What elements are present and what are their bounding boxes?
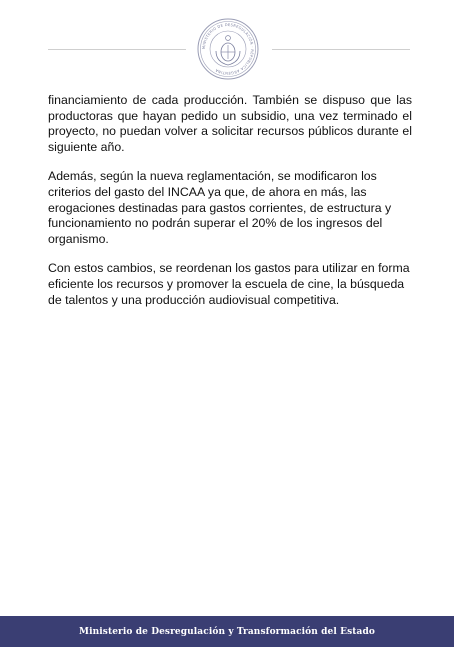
footer-bar (0, 616, 454, 647)
seal-text: MINISTERIO DE DESREGULACIÓN · REPÚBLICA ARGENTINA (201, 22, 255, 76)
footer-ministry-name: Ministerio de Desregulación y Transformación del Estado (79, 626, 375, 637)
paragraph-2: Además, según la nueva reglamentación, se modificaron los criterios del gasto del INCAA ya que, de ahora en más, las erogaciones destinadas para gastos corrientes, de estructura y funcionamiento no podrán superar el 20% de los ingresos del organismo. (48, 169, 392, 246)
document-body (48, 93, 412, 322)
paragraph-1: financiamiento de cada producción. También se dispuso que las productoras que hayan pedido un subsidio, una vez terminado el proyecto, no puedan volver a solicitar recursos públicos durante el siguiente año. (48, 93, 412, 154)
paragraph-3: Con estos cambios, se reordenan los gastos para utilizar en forma eficiente los recursos y promover la escuela de cine, la búsqueda de talentos y una producción audiovisual competitiva. (48, 261, 410, 307)
argentina-coat-of-arms-icon (197, 18, 259, 80)
header-divider-left (48, 49, 186, 50)
header-divider-right (272, 49, 410, 50)
